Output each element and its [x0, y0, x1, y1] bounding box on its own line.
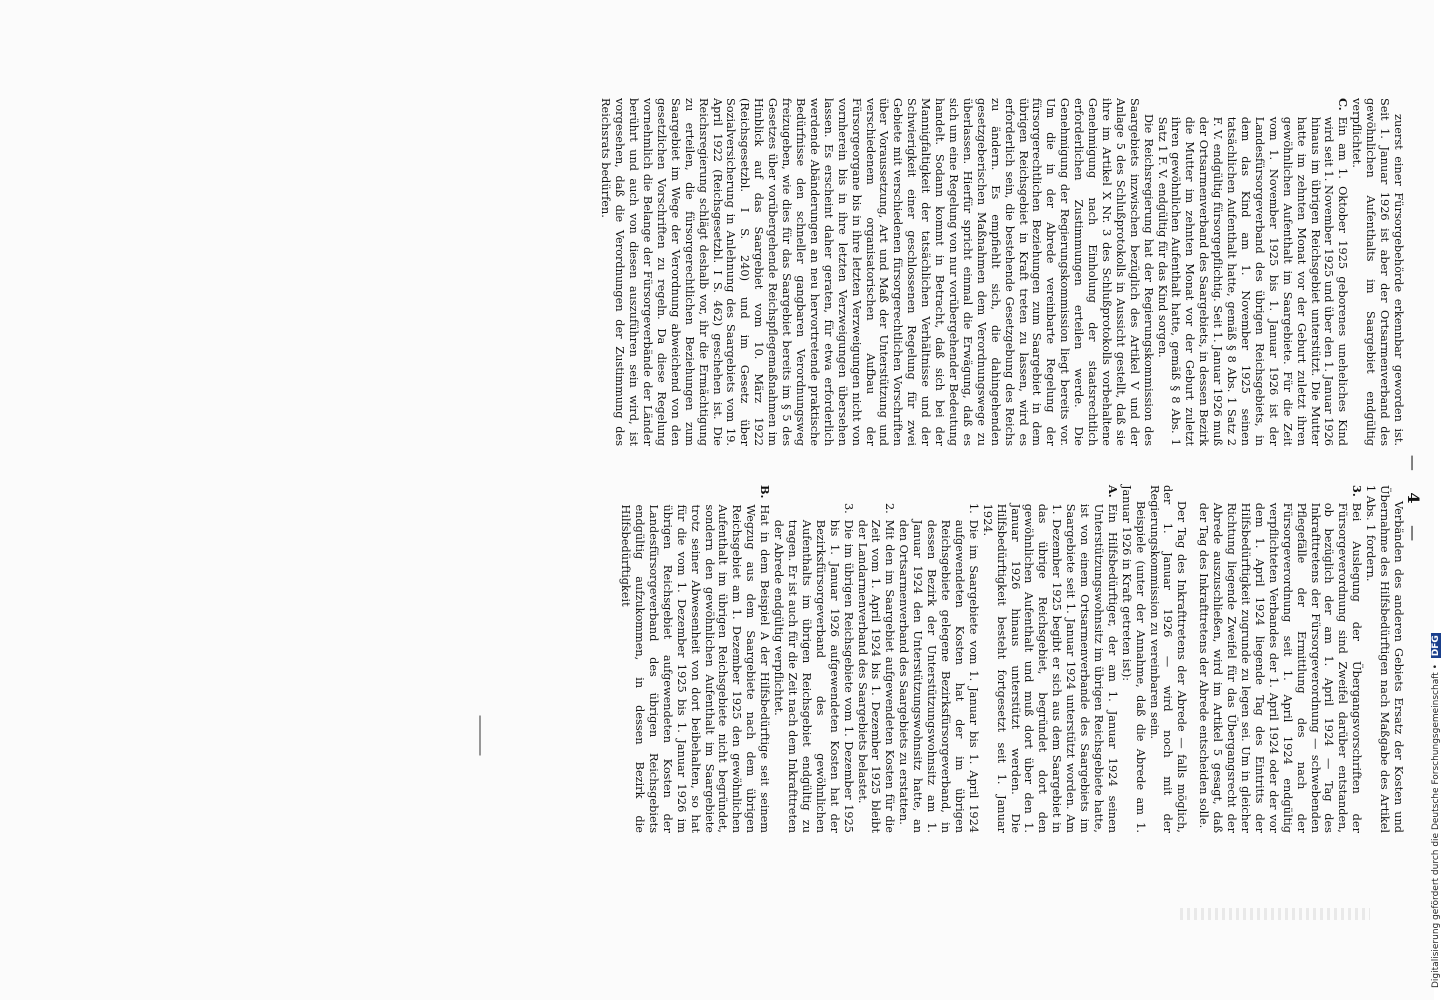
paragraph: Beispiele (unter der Annahme, daß die Abrede am 1. Januar 1926 in Kraft getreten ist): [1119, 485, 1147, 833]
sidebar-text: Digitalisierung gefördert durch die Deutsche Forschungsgemeinschaft • [1431, 664, 1441, 988]
item-text: Mit den im Saargebiet aufgewendeten Kosten für die Zeit vom 1. April 1924 bis 1. Dezember 1925 bleibt der Landarmenverband des Saargebiets belastet. [855, 519, 897, 833]
rotated-document-page [105, 98, 1423, 898]
dfg-logo: DFG [1431, 635, 1441, 657]
text-column-second [618, 485, 1405, 833]
digitization-sidebar [1418, 8, 1441, 988]
item-text: Hat in dem Beispiel A der Hilfsbedürftige seit seinem Wegzug aus dem Saargebiete nach dem übrigen Reichsgebiet am 1. Dezember 1925 den gewöhnlichen Aufenthalt im übrigen Reichsgebiete nicht begründet, sondern den gewöhnlichen Aufenthalt im Saargebiete trotz seiner Abwesenheit von dort beibehalten, so hat für die vom 1. Dezember 1925 bis 1. Januar 1926 im übrigen Reichsgebiet aufgewendeten Kosten der Landesfürsorgeverband des übrigen Reichsgebiets endgültig aufzukommen, in dessen Bezirk die Hilfsbedürftigkeit [619, 504, 772, 833]
numbered-subitem [855, 503, 897, 833]
item-text: Ein Hilfsbedürftiger, der am 1. Januar 1924 seinen Unterstützungswohnsitz im übrigen Reichsgebiete hatte, ist von einem Ortsarmenverbande des Saargebiets im Saargebiete seit 1. Januar 1924 unterstützt worden. Am 1. Dezember 1925 begibt er sich aus dem Saargebiet in das übrige Reichsgebiet, begründet dort den gewöhnlichen Aufenthalt und muß dort über den 1. Januar 1926 hinaus unterstützt werden. Die Hilfsbedürftigkeit besteht fortgesetzt seit 1. Januar 1924. [980, 503, 1119, 833]
paragraph: zuerst einer Fürsorgebehörde erkennbar geworden ist. Seit 1. Januar 1926 ist aber der Ortsarmenverband des gewöhnlichen Aufenthalts im Saargebiet endgültig verpflichtet. [1350, 98, 1405, 446]
lettered-item [1155, 98, 1350, 446]
item-text: Die im übrigen Reichsgebiete vom 1. Dezember 1925 bis 1. Januar 1926 aufgewendeten Kosten hat der Bezirksfürsorgeverband des gewöhnlichen Aufenthalts im übrigen Reichsgebiet endgültig zu tragen. Er ist auch für die Zeit nach dem Inkrafttreten der Abrede endgültig verpflichtet. [772, 519, 855, 833]
scan-artifact [1180, 908, 1370, 920]
numbered-subitem [896, 503, 979, 833]
text-column-first [598, 98, 1405, 446]
sidebar-note [1431, 633, 1441, 988]
item-label: B. [758, 485, 773, 499]
item-label: 2. [883, 503, 897, 514]
paragraph: Verbänden des anderen Gebiets Ersatz der Kosten und Übernahme des Hilfsbedürftigen nach Maßgabe des Artikel 1 Abs. 1 fordern. [1364, 485, 1405, 833]
item-text: Bei Auslegung der Übergangsvorschriften der Fürsorgeverordnung sind Zweifel darüber entstanden, ob bezüglich der am 1. April 1924 — Tag des Inkrafttretens der Fürsorgeverordnung — schwebenden Pflegefälle der Ermittlung des nach der Fürsorgeverordnung seit 1. April 1924 endgültig verpflichteten Verbandes der 1. April 1924 oder der vor dem 1. April 1924 liegende Tag des Eintritts der Hilfsbedürftigkeit zugrunde zu legen sei. Um in gleicher Richtung liegende Zweifel für das Übergangsrecht der Abrede auszuschließen, wird im Artikel 5 gesagt, daß der Tag des Inkrafttretens der Abrede entscheiden solle. [1197, 502, 1364, 833]
item-text: Ein am 1. Oktober 1925 geborenes uneheliches Kind wird seit 1. November 1925 und über den 1. Januar 1926 hinaus im übrigen Reichsgebiet unterstützt. Die Mutter hatte im zehnten Monat vor der Geburt zuletzt ihren gewöhnlichen Aufenthalt im Saargebiete. Für die Zeit vom 1. November 1925 bis 1. Januar 1926 ist der Landesfürsorgeverband des übrigen Reichsgebiets, in dem das Kind am 1. November 1925 seinen tatsächlichen Aufenthalt hatte, gemäß § 8 Abs. 1 Satz 2 F. V. endgültig fürsorgepflichtig. Seit 1. Januar 1926 muß der Ortsarmenverband des Saargebiets, in dessen Bezirk die Mutter im zehnten Monat vor der Geburt zuletzt ihren gewöhnlichen Aufenthalt hatte, gemäß § 8 Abs. 1 Satz 1 F. V. endgültig für das Kind sorgen. [1155, 116, 1350, 446]
numbered-subitem [771, 503, 854, 833]
header-dash-right: — [1404, 525, 1423, 542]
separator-rule [480, 716, 481, 756]
paragraph: Die Reichsregierung hat der Regierungskommission des Saargebiets inzwischen bezüglich des Artikel V und der Anlage 5 des Schlußprotokolls in Aussicht gestellt, daß sie ihre im Artikel X Nr. 3 des Schlußprotokolls vorbehaltene Genehmigung nach Einholung der staatsrechtlich erforderlichen Zustimmungen erteilen werde. Die Genehmigung der Regierungskommission liegt bereits vor. Um die in der Abrede vereinbarte Regelung der fürsorgerechtlichen Beziehungen zum Saargebiet in dem übrigen Reichsgebiet in Kraft treten zu lassen, wird es erforderlich sein, die bestehende Gesetzgebung des Reichs zu ändern. Es empfiehlt sich, die dahingehenden gesetzgeberischen Maßnahmen dem Verordnungswege zu überlassen. Hierfür spricht einmal die Erwägung, daß es sich um eine Regelung von nur vorübergehender Bedeutung handelt. Sodann kommt in Betracht, daß sich bei der Mannigfaltigkeit der tatsächlichen Verhältnisse und der Schwierigkeit einer geschlossenen Regelung für zwei Gebiete mit verschiedenen fürsorgerechtlichen Vorschriften über Voraussetzung, Art und Maß der Unterstützung und verschiedenem organisatorischen Aufbau der Fürsorgeorgane bis in ihre letzten Verzweigungen nicht von vornherein bis in ihre letzten Verzweigungen übersehen lassen. Es erscheint daher geraten, für etwa erforderlich werdende Abänderungen an neu hervortretende praktische Bedürfnisse den schneller gangbaren Verordnungsweg freizugeben, wie dies für das Saargebiet bereits im § 5 des Gesetzes über vorübergehende Reichspflegemaßnahmen im Hinblick auf das Saargebiet vom 10. März 1922 (Reichsgesetzbl. I S. 240) und im Gesetz über Sozialversicherung in Anlehnung des Saargebiets vom 19. April 1922 (Reichsgesetzbl. I S. 462) geschehen ist. Die Reichsregierung schlägt deshalb vor, ihr die Ermächtigung zu erteilen, die fürsorgerechtlichen Beziehungen zum Saargebiet im Wege der Verordnung abweichend von den gesetzlichen Vorschriften zu regeln. Da diese Regelung vornehmlich die Belange der Fürsorgeverbände der Länder berührt und auch von diesen auszuführen sein wird, ist vorgesehen, daß die Verordnungen der Zustimmung des Reichsrats bedürfen. [599, 98, 1155, 446]
item-label: 1. [966, 503, 980, 514]
paragraph-gap [1188, 485, 1196, 833]
paragraph: Der Tag des Inkrafttretens der Abrede — falls möglich, der 1. Januar 1926 — wird noch mit der Regierungskommission zu vereinbaren sein. [1147, 485, 1189, 833]
page-number: 4 [1404, 492, 1423, 504]
item-label: A. [1105, 485, 1120, 498]
lettered-item [1196, 485, 1363, 833]
lettered-item [980, 485, 1119, 833]
item-label: 3. [1350, 485, 1365, 497]
lettered-item [618, 485, 771, 833]
item-label: C. [1336, 98, 1351, 111]
item-label: 3. [841, 503, 855, 514]
header-dash-left: — [1404, 454, 1423, 471]
item-text: Die im Saargebiete vom 1. Januar bis 1. April 1924 aufgewendeten Kosten hat der im übrigen Reichsgebiete gelegene Bezirksfürsorgeverband, in dessen Bezirk der Unterstützungswohnsitz am 1. Januar 1924 den Unterstützungswohnsitz hatte, an den Ortsarmenverband des Saargebiets zu erstatten. [897, 519, 980, 833]
